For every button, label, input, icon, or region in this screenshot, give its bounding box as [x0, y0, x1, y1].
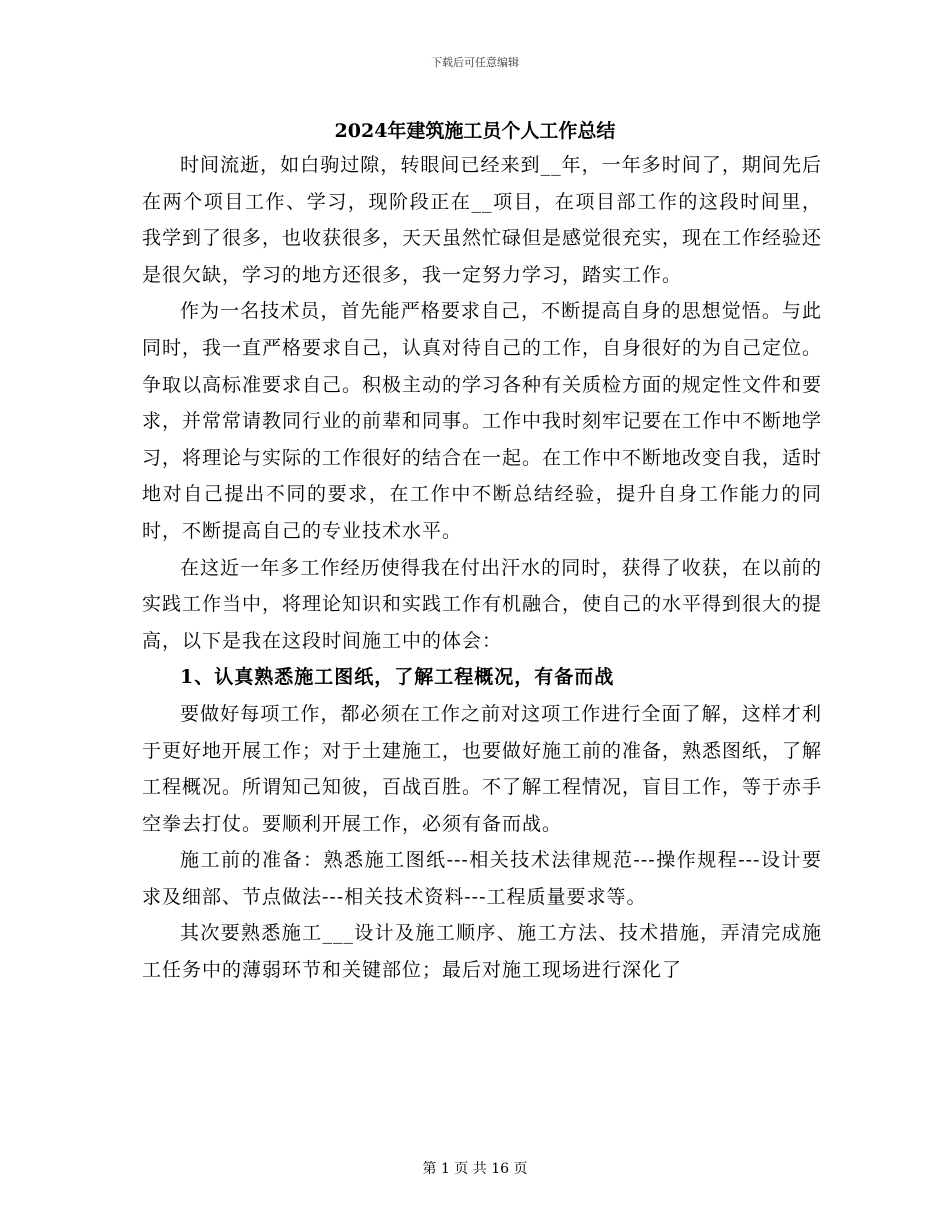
- paragraph-construction-design: 其次要熟悉施工___设计及施工顺序、施工方法、技术措施，弄清完成施工任务中的薄弱环节和关键部位；最后对施工现场进行深化了: [142, 922, 822, 982]
- page-number: 第 1 页 共 16 页: [422, 1161, 528, 1177]
- paragraph-preparation: 要做好每项工作，都必须在工作之前对这项工作进行全面了解，这样才利于更好地开展工作；对于土建施工，也要做好施工前的准备，熟悉图纸，了解工程概况。所谓知己知彼，百战百胜。不了解工程情况，盲目工作，等于赤手空拳去打仗。要顺利开展工作，必须有备而战。: [142, 702, 823, 835]
- paragraph-experience: 在这近一年多工作经历使得我在付出汗水的同时，获得了收获，在以前的实践工作当中，将理论知识和实践工作有机融合，使自己的水平得到很大的提高，以下是我在这段时间施工中的体会：: [142, 556, 823, 652]
- paragraph-preparation-items: 施工前的准备：熟悉施工图纸---相关技术法律规范---操作规程---设计要求及细部、节点做法---相关技术资料---工程质量要求等。: [142, 849, 822, 908]
- document-body: [142, 147, 822, 989]
- paragraph-self-requirements: 作为一名技术员，首先能严格要求自己，不断提高自身的思想觉悟。与此同时，我一直严格要求自己，认真对待自己的工作，自身很好的为自己定位。争取以高标准要求自己。积极主动的学习各种有关质检方面的规定性文件和要求，并常常请教同行业的前辈和同事。工作中我时刻牢记要在工作中不断地学习，将理论与实际的工作很好的结合在一起。在工作中不断地改变自我，适时地对自己提出不同的要求，在工作中不断总结经验，提升自身工作能力的同时，不断提高自己的专业技术水平。: [142, 300, 823, 542]
- document-title: 2024年建筑施工员个人工作总结: [334, 120, 616, 142]
- paragraph-intro: 时间流逝，如白驹过隙，转眼间已经来到__年，一年多时间了，期间先后在两个项目工作、学习，现阶段正在__项目，在项目部工作的这段时间里，我学到了很多，也收获很多，天天虽然忙碌但是感觉很充实，现在工作经验还是很欠缺，学习的地方还很多，我一定努力学习，踏实工作。: [142, 154, 823, 286]
- header-note: 下载后可任意编辑: [431, 56, 519, 69]
- section-heading-1: 1、认真熟悉施工图纸，了解工程概况，有备而战: [180, 666, 615, 689]
